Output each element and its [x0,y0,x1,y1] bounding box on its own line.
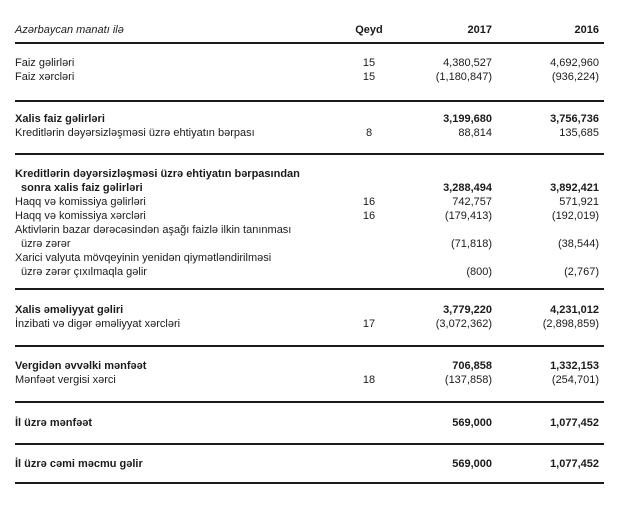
row-admin-operating-expenses [15,317,604,331]
row-value-2016: (192,019) [551,210,599,222]
row-note: 16 [362,196,376,208]
row-value-2017: (3,072,362) [435,318,492,330]
row-value-2017: 742,757 [452,196,492,208]
row-label [15,167,340,195]
section-total-comprehensive-income [15,445,604,482]
row-value-2017: 3,199,680 [443,113,492,125]
row-note: 17 [362,318,376,330]
row-value-2017: 569,000 [452,458,492,470]
row-net-interest-after-provision [15,167,604,195]
column-header-2016: 2016 [574,24,599,36]
row-value-2016: 571,921 [559,196,599,208]
row-value-2017: (71,818) [451,238,492,250]
row-value-2016: 1,077,452 [550,458,599,470]
row-label: Haqq və komissiya xərcləri [15,210,146,222]
section-profit-for-year [15,403,604,443]
row-total-comprehensive-income [15,457,604,471]
row-label-line2: üzrə zərər çıxılmaqla gəlir [21,266,147,278]
row-value-2016: (254,701) [551,374,599,386]
row-value-2017: 88,814 [458,127,492,139]
row-profit-before-tax [15,359,604,373]
section-net-operating [15,290,604,345]
row-note: 16 [362,210,376,222]
row-value-2016: (2,767) [564,266,599,278]
row-label: Xalis əməliyyat gəliri [15,304,124,316]
row-value-2017: (179,413) [444,210,492,222]
row-value-2017: 569,000 [452,417,492,429]
section-net-interest [15,102,604,153]
row-value-2016: 1,332,153 [550,360,599,372]
row-value-2016: 135,685 [559,127,599,139]
row-label: Faiz xərcləri [15,71,75,83]
row-value-2017: 4,380,527 [443,57,492,69]
row-note [340,250,398,251]
section-operating-items [15,155,604,288]
section-divider [15,482,604,484]
row-value-2016: (936,224) [551,71,599,83]
row-note [340,278,398,279]
row-interest-income [15,56,604,70]
row-value-2017: (800) [466,266,492,278]
row-value-2016: 3,756,736 [550,113,599,125]
row-value-2017: 3,779,220 [443,304,492,316]
row-interest-expense [15,70,604,84]
row-note: 8 [365,127,373,139]
row-label: Haqq və komissiya gəlirləri [15,196,146,208]
row-fee-commission-expense [15,209,604,223]
row-net-interest-income [15,112,604,126]
row-value-2017: (1,180,847) [435,71,492,83]
section-interest [15,44,604,100]
row-value-2016: 4,231,012 [550,304,599,316]
row-note [340,429,398,430]
row-value-2017: 706,858 [452,360,492,372]
row-loan-impairment-recovery [15,126,604,140]
row-note [340,470,398,471]
row-label: İnzibati və digər əməliyyat xərcləri [15,318,181,330]
row-label [15,223,340,251]
row-initial-recognition-loss [15,223,604,251]
row-value-2017: (137,858) [444,374,492,386]
row-value-2016: 4,692,960 [550,57,599,69]
row-label [15,251,340,279]
currency-basis-label: Azərbaycan manatı ilə [15,24,124,36]
row-label-line2: üzrə zərər [21,238,71,250]
row-value-2016: 1,077,452 [550,417,599,429]
row-label-line2: sonra xalis faiz gəlirləri [21,182,143,194]
table-header-row [15,0,604,42]
row-label-line1: Aktivlərin bazar dərəcəsindən aşağı faizlə ilkin tanınması [15,224,292,236]
section-pretax-profit [15,347,604,401]
row-label-line1: Xarici valyuta mövqeyinin yenidən qiymətləndirilməsi [15,252,272,264]
row-value-2016: (2,898,859) [542,318,599,330]
column-header-2017: 2017 [467,24,492,36]
row-income-tax-expense [15,373,604,387]
row-note: 18 [362,374,376,386]
row-net-operating-income [15,303,604,317]
row-value-2016: 3,892,421 [550,182,599,194]
row-note: 15 [362,71,376,83]
row-label: İl üzrə cəmi məcmu gəlir [15,458,143,470]
row-label: Vergidən əvvəlki mənfəət [15,360,147,372]
row-label: İl üzrə mənfəət [15,417,93,429]
row-label: Xalis faiz gəlirləri [15,113,105,125]
row-fx-revaluation [15,251,604,279]
row-label: Kreditlərin dəyərsizləşməsi üzrə ehtiyatın bərpası [15,127,255,139]
row-note: 15 [362,57,376,69]
row-label-line1: Kreditlərin dəyərsizləşməsi üzrə ehtiyatın bərpasından [15,168,300,180]
row-value-2017: 3,288,494 [443,182,492,194]
row-label: Mənfəət vergisi xərci [15,374,116,386]
row-fee-commission-income [15,195,604,209]
row-profit-for-year [15,416,604,430]
column-header-note: Qeyd [355,24,383,36]
row-label: Faiz gəlirləri [15,57,75,69]
row-value-2016: (38,544) [558,238,599,250]
